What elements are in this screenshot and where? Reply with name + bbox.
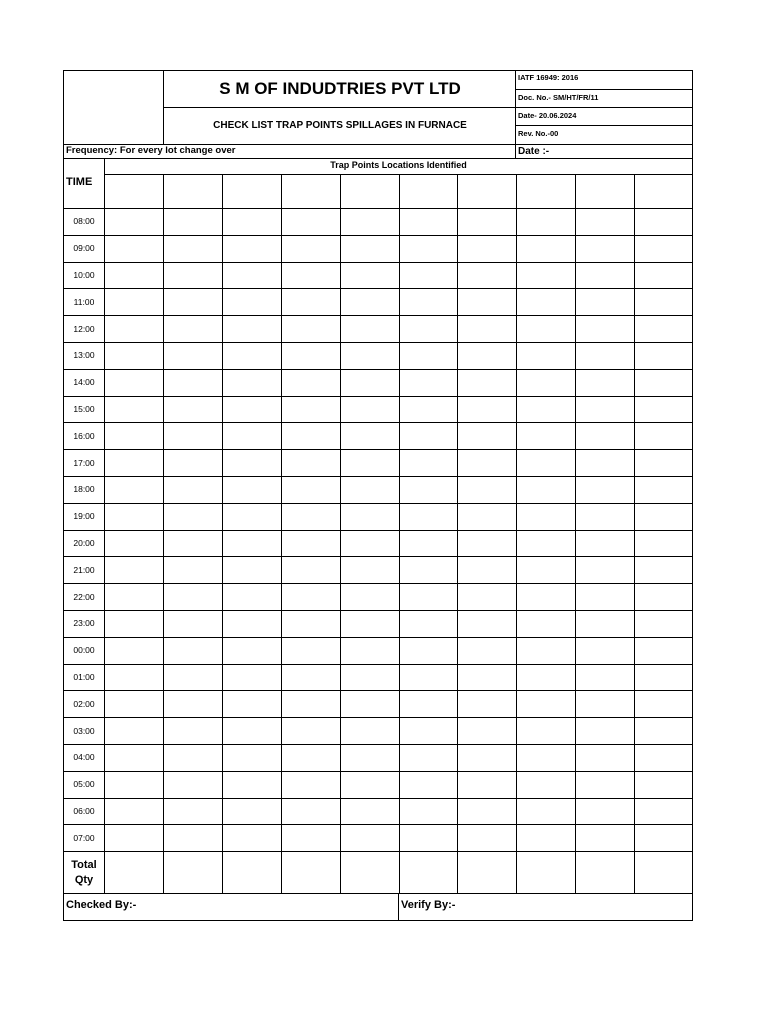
entry-cell[interactable] (458, 584, 516, 610)
entry-cell[interactable] (341, 799, 399, 825)
revision-number: Rev. No.-00 (518, 129, 559, 138)
entry-cell[interactable] (576, 370, 634, 396)
entry-cell[interactable] (635, 209, 693, 235)
entry-cell[interactable] (517, 557, 575, 583)
entry-cell[interactable] (105, 611, 163, 637)
entry-cell[interactable] (223, 263, 281, 289)
entry-cell[interactable] (635, 450, 693, 476)
entry-cell[interactable] (223, 691, 281, 717)
entry-cell[interactable] (105, 745, 163, 771)
entry-cell[interactable] (400, 343, 457, 369)
entry-cell[interactable] (105, 477, 163, 503)
total-entry-cell[interactable] (164, 852, 222, 893)
time-slot-label: 02:00 (73, 699, 95, 709)
entry-cell[interactable] (164, 611, 222, 637)
date-field-label: Date :- (518, 146, 550, 157)
entry-cell[interactable] (341, 745, 399, 771)
entry-cell[interactable] (341, 263, 399, 289)
entry-cell[interactable] (164, 691, 222, 717)
time-column-header: TIME (66, 176, 93, 188)
entry-cell[interactable] (635, 745, 693, 771)
entry-cell[interactable] (164, 825, 222, 851)
entry-cell[interactable] (458, 209, 516, 235)
entry-cell[interactable] (635, 343, 693, 369)
entry-cell[interactable] (635, 557, 693, 583)
entry-cell[interactable] (635, 825, 693, 851)
entry-cell[interactable] (458, 557, 516, 583)
entry-cell[interactable] (341, 584, 399, 610)
entry-cell[interactable] (164, 289, 222, 315)
entry-cell[interactable] (458, 477, 516, 503)
entry-cell[interactable] (105, 825, 163, 851)
entry-cell[interactable] (282, 557, 340, 583)
entry-cell[interactable] (105, 665, 163, 691)
entry-cell[interactable] (223, 370, 281, 396)
entry-cell[interactable] (223, 450, 281, 476)
time-slot-label: 08:00 (73, 216, 95, 226)
header-meta-line-3 (515, 125, 693, 126)
time-slot-label: 04:00 (73, 752, 95, 762)
entry-cell[interactable] (400, 638, 457, 664)
entry-cell[interactable] (223, 504, 281, 530)
entry-cell[interactable] (164, 557, 222, 583)
time-slot-label: 05:00 (73, 779, 95, 789)
entry-cell[interactable] (458, 504, 516, 530)
entry-cell[interactable] (341, 557, 399, 583)
entry-cell[interactable] (223, 665, 281, 691)
total-entry-cell[interactable] (341, 852, 399, 893)
entry-cell[interactable] (282, 397, 340, 423)
time-slot-label: 03:00 (73, 726, 95, 736)
entry-cell[interactable] (400, 825, 457, 851)
time-slot-label: 01:00 (73, 672, 95, 682)
entry-cell[interactable] (105, 584, 163, 610)
entry-cell[interactable] (635, 638, 693, 664)
entry-cell[interactable] (164, 209, 222, 235)
entry-cell[interactable] (223, 825, 281, 851)
entry-cell[interactable] (223, 477, 281, 503)
entry-cell[interactable] (105, 423, 163, 449)
entry-cell[interactable] (341, 638, 399, 664)
entry-cell[interactable] (458, 423, 516, 449)
entry-cell[interactable] (576, 745, 634, 771)
entry-cell[interactable] (576, 209, 634, 235)
entry-cell[interactable] (635, 584, 693, 610)
entry-cell[interactable] (458, 263, 516, 289)
iatf-standard: IATF 16949: 2016 (518, 73, 579, 82)
entry-cell[interactable] (164, 504, 222, 530)
entry-cell[interactable] (517, 772, 575, 798)
entry-cell[interactable] (341, 397, 399, 423)
entry-cell[interactable] (576, 423, 634, 449)
entry-cell[interactable] (517, 531, 575, 557)
entry-cell[interactable] (400, 691, 457, 717)
entry-cell[interactable] (400, 665, 457, 691)
entry-cell[interactable] (105, 799, 163, 825)
entry-cell[interactable] (282, 638, 340, 664)
entry-cell[interactable] (576, 289, 634, 315)
total-entry-cell[interactable] (458, 852, 516, 893)
total-label: Total (71, 859, 97, 871)
entry-cell[interactable] (164, 370, 222, 396)
entry-cell[interactable] (282, 370, 340, 396)
entry-cell[interactable] (164, 343, 222, 369)
entry-cell[interactable] (341, 236, 399, 262)
entry-cell[interactable] (635, 531, 693, 557)
entry-cell[interactable] (105, 343, 163, 369)
entry-cell[interactable] (105, 718, 163, 744)
entry-cell[interactable] (341, 531, 399, 557)
entry-cell[interactable] (517, 316, 575, 342)
total-entry-cell[interactable] (635, 852, 693, 893)
entry-cell[interactable] (517, 236, 575, 262)
entry-cell[interactable] (576, 236, 634, 262)
entry-cell[interactable] (164, 423, 222, 449)
entry-cell[interactable] (576, 772, 634, 798)
checklist-title: CHECK LIST TRAP POINTS SPILLAGES IN FURNACE (213, 120, 467, 131)
time-slot-label: 00:00 (73, 645, 95, 655)
entry-cell[interactable] (400, 799, 457, 825)
time-slot-label: 23:00 (73, 618, 95, 628)
entry-cell[interactable] (105, 557, 163, 583)
entry-cell[interactable] (223, 289, 281, 315)
entry-cell[interactable] (458, 691, 516, 717)
entry-cell[interactable] (517, 397, 575, 423)
entry-cell[interactable] (576, 504, 634, 530)
entry-cell[interactable] (341, 477, 399, 503)
entry-cell[interactable] (223, 423, 281, 449)
entry-cell[interactable] (223, 531, 281, 557)
entry-cell[interactable] (282, 665, 340, 691)
entry-cell[interactable] (400, 263, 457, 289)
entry-cell[interactable] (105, 638, 163, 664)
entry-cell[interactable] (458, 799, 516, 825)
entry-cell[interactable] (105, 691, 163, 717)
total-entry-cell[interactable] (400, 852, 457, 893)
entry-cell[interactable] (164, 477, 222, 503)
entry-cell[interactable] (576, 638, 634, 664)
entry-cell[interactable] (164, 772, 222, 798)
entry-cell[interactable] (341, 450, 399, 476)
entry-cell[interactable] (400, 236, 457, 262)
entry-cell[interactable] (517, 504, 575, 530)
entry-cell[interactable] (517, 289, 575, 315)
time-slot-label: 19:00 (73, 511, 95, 521)
entry-cell[interactable] (400, 370, 457, 396)
entry-cell[interactable] (341, 423, 399, 449)
entry-cell[interactable] (517, 611, 575, 637)
entry-cell[interactable] (635, 316, 693, 342)
entry-cell[interactable] (458, 718, 516, 744)
entry-cell[interactable] (105, 370, 163, 396)
entry-cell[interactable] (458, 665, 516, 691)
entry-cell[interactable] (164, 665, 222, 691)
entry-cell[interactable] (517, 209, 575, 235)
time-slot-label: 22:00 (73, 592, 95, 602)
entry-cell[interactable] (635, 236, 693, 262)
entry-cell[interactable] (282, 584, 340, 610)
entry-cell[interactable] (223, 638, 281, 664)
entry-cell[interactable] (400, 557, 457, 583)
entry-cell[interactable] (635, 691, 693, 717)
entry-cell[interactable] (635, 370, 693, 396)
entry-cell[interactable] (105, 263, 163, 289)
entry-cell[interactable] (576, 263, 634, 289)
entry-cell[interactable] (341, 825, 399, 851)
entry-cell[interactable] (223, 799, 281, 825)
header-meta-line-1 (515, 89, 693, 90)
entry-cell[interactable] (341, 504, 399, 530)
entry-cell[interactable] (164, 263, 222, 289)
entry-cell[interactable] (341, 289, 399, 315)
entry-cell[interactable] (282, 236, 340, 262)
entry-cell[interactable] (282, 209, 340, 235)
time-slot-label: 13:00 (73, 350, 95, 360)
entry-cell[interactable] (400, 531, 457, 557)
entry-cell[interactable] (517, 718, 575, 744)
entry-cell[interactable] (341, 772, 399, 798)
entry-cell[interactable] (282, 772, 340, 798)
entry-cell[interactable] (635, 504, 693, 530)
entry-cell[interactable] (282, 718, 340, 744)
entry-cell[interactable] (576, 477, 634, 503)
entry-cell[interactable] (105, 289, 163, 315)
entry-cell[interactable] (282, 691, 340, 717)
entry-cell[interactable] (164, 745, 222, 771)
entry-cell[interactable] (576, 343, 634, 369)
entry-cell[interactable] (517, 638, 575, 664)
total-entry-cell[interactable] (105, 852, 163, 893)
entry-cell[interactable] (576, 799, 634, 825)
entry-cell[interactable] (223, 718, 281, 744)
entry-cell[interactable] (576, 531, 634, 557)
entry-cell[interactable] (517, 370, 575, 396)
entry-cell[interactable] (635, 397, 693, 423)
entry-cell[interactable] (400, 584, 457, 610)
entry-cell[interactable] (105, 531, 163, 557)
entry-cell[interactable] (576, 718, 634, 744)
entry-cell[interactable] (341, 665, 399, 691)
entry-cell[interactable] (458, 236, 516, 262)
entry-cell[interactable] (105, 236, 163, 262)
entry-cell[interactable] (341, 209, 399, 235)
entry-cell[interactable] (105, 397, 163, 423)
time-slot-label: 17:00 (73, 458, 95, 468)
entry-cell[interactable] (517, 825, 575, 851)
doc-date: Date- 20.06.2024 (518, 111, 577, 120)
entry-cell[interactable] (223, 584, 281, 610)
total-entry-cell[interactable] (223, 852, 281, 893)
entry-cell[interactable] (341, 691, 399, 717)
entry-cell[interactable] (282, 423, 340, 449)
entry-cell[interactable] (282, 450, 340, 476)
footer-divider (398, 893, 399, 921)
entry-cell[interactable] (105, 316, 163, 342)
entry-cell[interactable] (635, 799, 693, 825)
entry-cell[interactable] (400, 450, 457, 476)
entry-cell[interactable] (635, 263, 693, 289)
entry-cell[interactable] (576, 665, 634, 691)
entry-cell[interactable] (517, 691, 575, 717)
entry-cell[interactable] (400, 611, 457, 637)
time-slot-label: 09:00 (73, 243, 95, 253)
entry-cell[interactable] (223, 316, 281, 342)
entry-cell[interactable] (635, 772, 693, 798)
company-name: S M OF INDUDTRIES PVT LTD (219, 79, 461, 98)
entry-cell[interactable] (517, 665, 575, 691)
entry-cell[interactable] (517, 584, 575, 610)
entry-cell[interactable] (576, 450, 634, 476)
total-entry-cell[interactable] (282, 852, 340, 893)
time-slot-label: 16:00 (73, 431, 95, 441)
entry-cell[interactable] (458, 531, 516, 557)
time-slot-label: 21:00 (73, 565, 95, 575)
entry-cell[interactable] (458, 289, 516, 315)
entry-cell[interactable] (458, 370, 516, 396)
entry-cell[interactable] (635, 423, 693, 449)
header-meta-line-2 (515, 107, 693, 108)
entry-cell[interactable] (164, 316, 222, 342)
entry-cell[interactable] (576, 611, 634, 637)
entry-cell[interactable] (164, 584, 222, 610)
entry-cell[interactable] (282, 825, 340, 851)
entry-cell[interactable] (517, 343, 575, 369)
entry-cell[interactable] (576, 316, 634, 342)
entry-cell[interactable] (223, 557, 281, 583)
entry-cell[interactable] (282, 343, 340, 369)
entry-cell[interactable] (282, 799, 340, 825)
time-slot-label: 18:00 (73, 484, 95, 494)
entry-cell[interactable] (458, 745, 516, 771)
entry-cell[interactable] (458, 611, 516, 637)
time-slot-label: 15:00 (73, 404, 95, 414)
entry-cell[interactable] (576, 557, 634, 583)
entry-cell[interactable] (223, 772, 281, 798)
qty-label: Qty (74, 874, 94, 887)
total-entry-cell[interactable] (517, 852, 575, 893)
entry-cell[interactable] (400, 745, 457, 771)
entry-cell[interactable] (341, 611, 399, 637)
entry-cell[interactable] (164, 236, 222, 262)
entry-cell[interactable] (400, 718, 457, 744)
entry-cell[interactable] (635, 289, 693, 315)
entry-cell[interactable] (282, 531, 340, 557)
entry-cell[interactable] (164, 397, 222, 423)
entry-cell[interactable] (341, 370, 399, 396)
total-qty-label (64, 858, 104, 889)
entry-cell[interactable] (341, 316, 399, 342)
entry-cell[interactable] (576, 825, 634, 851)
entry-cell[interactable] (517, 450, 575, 476)
time-slot-label: 11:00 (73, 297, 95, 307)
entry-cell[interactable] (164, 718, 222, 744)
entry-cell[interactable] (400, 397, 457, 423)
entry-cell[interactable] (282, 316, 340, 342)
entry-cell[interactable] (458, 825, 516, 851)
entry-cell[interactable] (458, 397, 516, 423)
total-row-bottom-line (63, 893, 693, 894)
entry-cell[interactable] (341, 343, 399, 369)
entry-cell[interactable] (458, 638, 516, 664)
entry-cell[interactable] (400, 316, 457, 342)
entry-cell[interactable] (164, 450, 222, 476)
time-slot-label: 20:00 (73, 538, 95, 548)
entry-cell[interactable] (223, 611, 281, 637)
frequency-bottom-line (63, 158, 693, 159)
entry-cell[interactable] (105, 504, 163, 530)
entry-cell[interactable] (223, 209, 281, 235)
trap-points-header: Trap Points Locations Identified (330, 160, 467, 170)
verify-by-label: Verify By:- (401, 899, 456, 911)
entry-cell[interactable] (105, 209, 163, 235)
entry-cell[interactable] (223, 745, 281, 771)
entry-cell[interactable] (164, 799, 222, 825)
entry-cell[interactable] (635, 611, 693, 637)
entry-cell[interactable] (517, 477, 575, 503)
entry-cell[interactable] (458, 772, 516, 798)
entry-cell[interactable] (282, 263, 340, 289)
entry-cell[interactable] (517, 799, 575, 825)
entry-cell[interactable] (635, 665, 693, 691)
entry-cell[interactable] (576, 691, 634, 717)
entry-cell[interactable] (282, 289, 340, 315)
header-title-divider (163, 107, 515, 108)
frequency-label: Frequency: For every lot change over (66, 145, 236, 156)
doc-number: Doc. No.- SM/HT/FR/11 (518, 93, 599, 102)
entry-cell[interactable] (164, 638, 222, 664)
entry-cell[interactable] (223, 343, 281, 369)
entry-cell[interactable] (400, 423, 457, 449)
entry-cell[interactable] (282, 611, 340, 637)
entry-cell[interactable] (282, 477, 340, 503)
entry-cell[interactable] (576, 584, 634, 610)
entry-cell[interactable] (458, 343, 516, 369)
time-slot-label: 14:00 (73, 377, 95, 387)
time-slot-label: 10:00 (73, 270, 95, 280)
entry-cell[interactable] (105, 772, 163, 798)
entry-cell[interactable] (282, 745, 340, 771)
entry-cell[interactable] (400, 477, 457, 503)
entry-cell[interactable] (458, 450, 516, 476)
checked-by-label: Checked By:- (66, 899, 137, 911)
total-entry-cell[interactable] (576, 852, 634, 893)
entry-cell[interactable] (223, 397, 281, 423)
entry-cell[interactable] (576, 397, 634, 423)
time-slot-label: 07:00 (73, 833, 95, 843)
entry-cell[interactable] (282, 504, 340, 530)
entry-cell[interactable] (400, 209, 457, 235)
time-slot-label: 06:00 (73, 806, 95, 816)
entry-cell[interactable] (458, 316, 516, 342)
entry-cell[interactable] (400, 289, 457, 315)
time-slot-label: 12:00 (73, 324, 95, 334)
entry-cell[interactable] (341, 718, 399, 744)
entry-cell[interactable] (517, 423, 575, 449)
entry-cell[interactable] (105, 450, 163, 476)
entry-cell[interactable] (635, 477, 693, 503)
entry-cell[interactable] (635, 718, 693, 744)
entry-cell[interactable] (517, 745, 575, 771)
entry-cell[interactable] (400, 504, 457, 530)
entry-cell[interactable] (223, 236, 281, 262)
entry-cell[interactable] (517, 263, 575, 289)
entry-cell[interactable] (164, 531, 222, 557)
entry-cell[interactable] (400, 772, 457, 798)
